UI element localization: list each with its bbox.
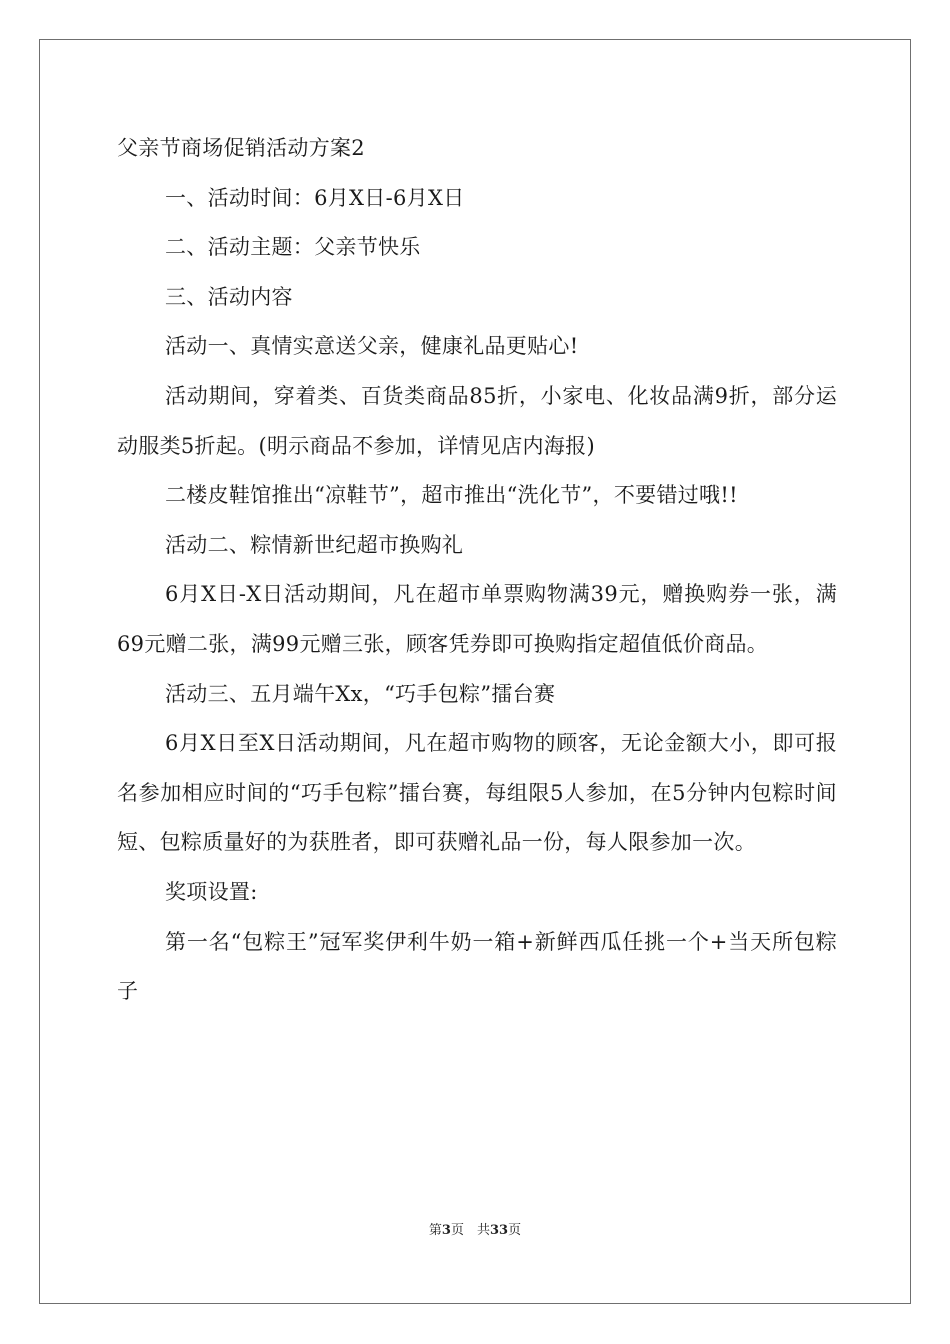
footer-suffix: 页 xyxy=(508,1223,522,1238)
paragraph-activity-three-heading: 活动三、五月端午Xx，“巧手包粽”擂台赛 xyxy=(165,681,556,706)
footer-current-page: 3 xyxy=(441,1223,451,1238)
paragraph-activity-content-heading: 三、活动内容 xyxy=(165,284,293,309)
paragraph-activity-two-details: 6月X日-X日活动期间，凡在超市单票购物满39元，赠换购券一张，满69元赠二张，满99元赠三张，顾客凭券即可换购指定超值低价商品。 xyxy=(117,582,837,656)
paragraph-activity-two-heading: 活动二、粽情新世纪超市换购礼 xyxy=(165,532,464,557)
page-footer xyxy=(0,1219,950,1238)
paragraph-activity-theme: 二、活动主题：父亲节快乐 xyxy=(165,235,421,260)
document-title: 父亲节商场促销活动方案2 xyxy=(117,136,365,160)
paragraph-activity-time: 一、活动时间：6月X日-6月X日 xyxy=(165,185,465,210)
footer-mid: 页 共 xyxy=(450,1223,490,1238)
footer-prefix: 第 xyxy=(428,1223,442,1238)
paragraph-activity-one-details: 活动期间，穿着类、百货类商品85折，小家电、化妆品满9折，部分运动服类5折起。(明示商品不参加，详情见店内海报) xyxy=(117,383,837,458)
paragraph-awards-heading: 奖项设置: xyxy=(165,879,258,904)
footer-total-pages: 33 xyxy=(489,1223,509,1238)
paragraph-first-prize: 第一名“包粽王”冠军奖伊利牛奶一箱+新鲜西瓜任挑一个+当天所包粽子 xyxy=(117,929,837,1004)
paragraph-activity-one-extra: 二楼皮鞋馆推出“凉鞋节”，超市推出“洗化节”，不要错过哦!! xyxy=(165,483,738,508)
paragraph-activity-three-details: 6月X日至X日活动期间，凡在超市购物的顾客，无论金额大小，即可报名参加相应时间的“巧手包粽”擂台赛，每组限5人参加，在5分钟内包粽时间短、包粽质量好的为获胜者，即可获赠礼品一份，每人限参加一次。 xyxy=(117,731,837,855)
paragraph-activity-one-heading: 活动一、真情实意送父亲，健康礼品更贴心! xyxy=(165,334,579,359)
document-body xyxy=(117,124,837,1017)
